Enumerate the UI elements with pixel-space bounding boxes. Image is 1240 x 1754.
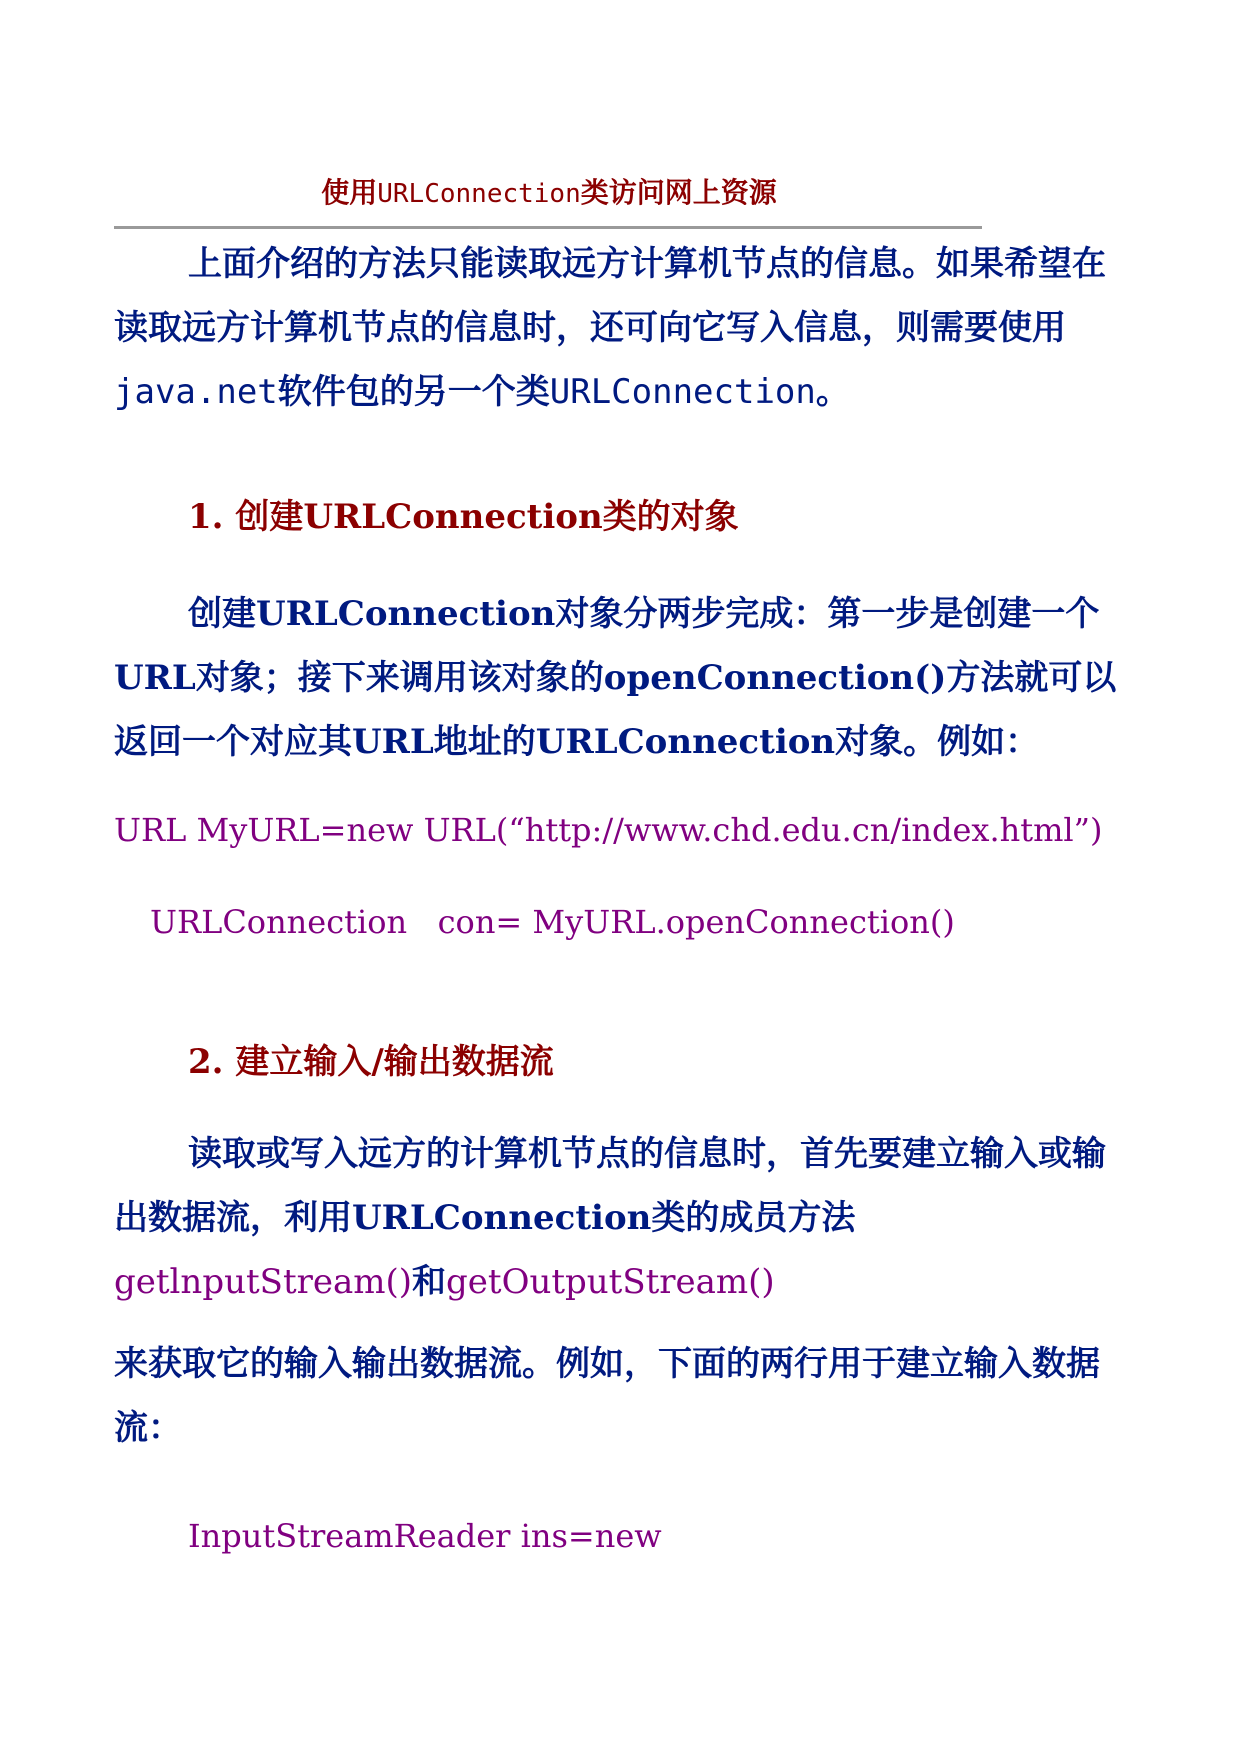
intro-mono-2: URLConnection [549, 372, 816, 412]
page-header [114, 176, 984, 210]
section-1-paragraph: 创建URLConnection对象分两步完成：第一步是创建一个URL对象；接下来调用该对象的openConnection()方法就可以返回一个对应其URL地址的URLConnection对象。例如： [114, 594, 1117, 762]
intro-text-1: 上面介绍的方法只能读取远方计算机节点的信息。如果希望在读取远方计算机节点的信息时，还可向它写入信息，则需要使用 [114, 244, 1106, 348]
section-1-code-line-1: URL MyURL=new URL(“http://www.chd.edu.cn/index.html”) [114, 811, 1103, 849]
section-1-heading: 1. 创建URLConnection类的对象 [188, 497, 739, 537]
section-2-para-text: 读取或写入远方的计算机节点的信息时，首先要建立输入或输出数据流，利用URLConnection类的成员方法 [114, 1134, 1106, 1238]
section-2-heading: 2. 建立输入/输出数据流 [188, 1042, 554, 1082]
section-2-paragraph-2: 来获取它的输入输出数据流。例如，下面的两行用于建立输入数据流： [114, 1344, 1100, 1448]
section-1-code-line-2: URLConnection con= MyURL.openConnection() [150, 903, 955, 941]
header-mono: URLConnection [377, 179, 581, 209]
header-divider [114, 226, 982, 229]
header-suffix: 类访问网上资源 [580, 176, 777, 209]
section-2-paragraph-1 [114, 1122, 1134, 1314]
section-2-code-inline-2: getOutputStream() [446, 1262, 775, 1302]
intro-paragraph [114, 232, 1134, 424]
intro-mono-1: java.net [114, 372, 278, 412]
section-2-and-text: 和 [412, 1262, 447, 1302]
intro-text-2: 软件包的另一个类 [277, 372, 550, 412]
section-2-code-inline-1: getlnputStream() [114, 1262, 413, 1302]
header-prefix: 使用 [321, 176, 378, 209]
section-2-code-line-1: InputStreamReader ins=new [188, 1517, 662, 1555]
intro-text-3: 。 [815, 372, 850, 412]
